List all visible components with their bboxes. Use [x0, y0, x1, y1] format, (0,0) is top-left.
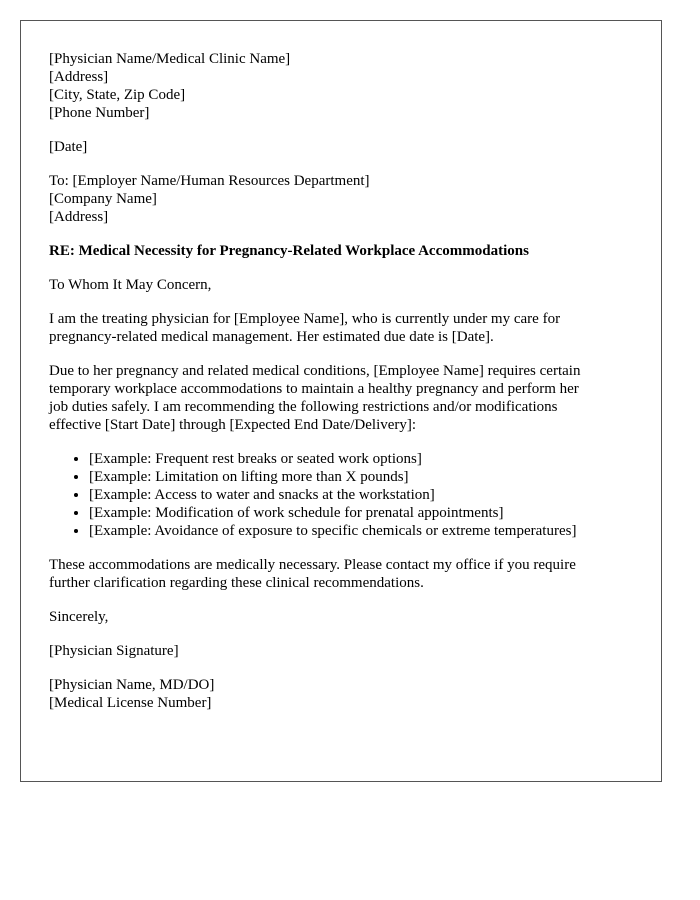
paragraph-intro: [49, 310, 633, 346]
license-number: [Medical License Number]: [49, 695, 212, 711]
list-item: • [Example: Frequent rest breaks or seated work options]: [89, 450, 633, 468]
list-item: • [Example: Modification of work schedule for prenatal appointments]: [89, 504, 633, 522]
paragraph-closing: [49, 556, 633, 592]
recipient-address: [49, 172, 633, 226]
text-line: job duties safely. I am recommending the following restrictions and/or modifications: [49, 399, 558, 415]
sender-line: [City, State, Zip Code]: [49, 87, 186, 103]
sender-line: [Physician Name/Medical Clinic Name]: [49, 51, 291, 67]
list-item: • [Example: Access to water and snacks at the workstation]: [89, 486, 633, 504]
signature: [Physician Signature]: [49, 643, 179, 659]
salutation: To Whom It May Concern,: [49, 277, 212, 293]
recipient-line: [Company Name]: [49, 191, 157, 207]
text-line: pregnancy-related medical management. Her estimated due date is [Date].: [49, 329, 494, 345]
physician-name: [Physician Name, MD/DO]: [49, 677, 215, 693]
recipient-line: To: [Employer Name/Human Resources Department]: [49, 173, 370, 189]
paragraph-accommodations: [49, 362, 633, 434]
text-line: These accommodations are medically necessary. Please contact my office if you require: [49, 557, 576, 573]
list-item: • [Example: Avoidance of exposure to specific chemicals or extreme temperatures]: [89, 522, 633, 540]
text-line: temporary workplace accommodations to maintain a healthy pregnancy and perform her: [49, 381, 579, 397]
text-line: Due to her pregnancy and related medical conditions, [Employee Name] requires certain: [49, 363, 581, 379]
text-line: further clarification regarding these clinical recommendations.: [49, 575, 424, 591]
sender-address: [49, 50, 633, 122]
accommodations-list: [49, 450, 633, 540]
letter: [20, 20, 662, 782]
signoff: [49, 676, 633, 712]
text-line: effective [Start Date] through [Expected End Date/Delivery]:: [49, 417, 417, 433]
subject-line: RE: Medical Necessity for Pregnancy-Related Workplace Accommodations: [49, 243, 529, 259]
letter-date: [Date]: [49, 139, 88, 155]
recipient-line: [Address]: [49, 209, 109, 225]
text-line: I am the treating physician for [Employee Name], who is currently under my care for: [49, 311, 561, 327]
sender-line: [Phone Number]: [49, 105, 150, 121]
list-item: • [Example: Limitation on lifting more than X pounds]: [89, 468, 633, 486]
closing: Sincerely,: [49, 609, 109, 625]
sender-line: [Address]: [49, 69, 109, 85]
